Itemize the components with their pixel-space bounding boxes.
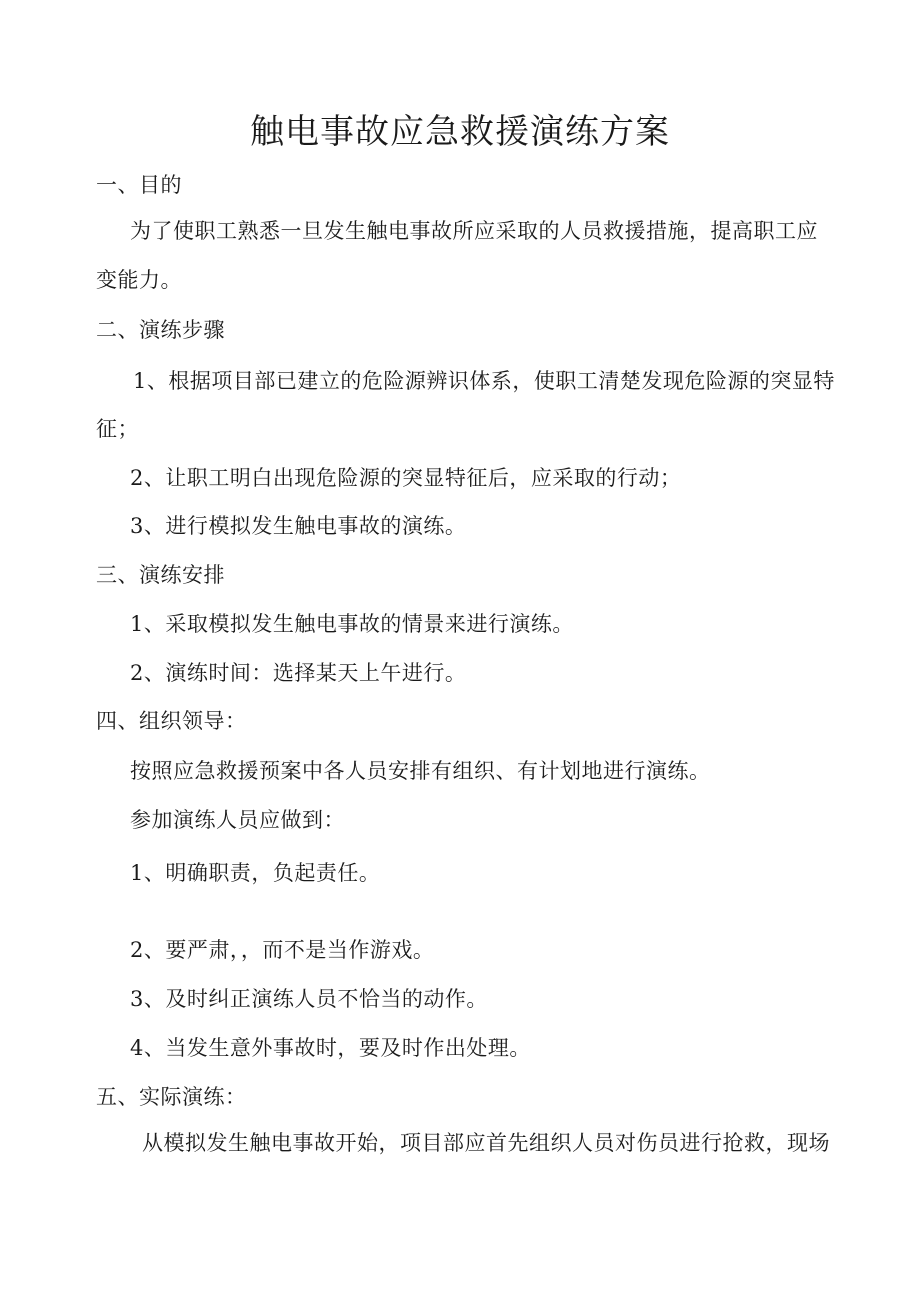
section-heading-drill-arrangement: 三、演练安排 xyxy=(96,563,225,587)
organization-item-4: 4、当发生意外事故时，要及时作出处理。 xyxy=(130,1036,531,1060)
drill-step-1-line-1: 1、根据项目部已建立的危险源辨识体系，使职工清楚发现危险源的突显特 xyxy=(133,369,835,393)
organization-paragraph-2: 参加演练人员应做到： xyxy=(130,808,345,832)
section-heading-purpose: 一、目的 xyxy=(96,173,182,197)
drill-step-1-line-2: 征； xyxy=(96,417,139,441)
document-title: 触电事故应急救援演练方案 xyxy=(250,112,670,152)
purpose-paragraph-line-1: 为了使职工熟悉一旦发生触电事故所应采取的人员救援措施，提高职工应 xyxy=(130,219,818,243)
section-heading-actual-drill: 五、实际演练： xyxy=(96,1085,247,1109)
section-heading-organization: 四、组织领导： xyxy=(96,709,247,733)
arrangement-item-1: 1、采取模拟发生触电事故的情景来进行演练。 xyxy=(130,612,574,636)
organization-item-2: 2、要严肃，，而不是当作游戏。 xyxy=(130,938,435,962)
drill-step-2: 2、让职工明白出现危险源的突显特征后，应采取的行动； xyxy=(130,466,682,490)
organization-item-3: 3、及时纠正演练人员不恰当的动作。 xyxy=(130,987,488,1011)
drill-step-3: 3、进行模拟发生触电事故的演练。 xyxy=(130,514,467,538)
purpose-paragraph-line-2: 变能力。 xyxy=(96,268,182,292)
organization-paragraph-1: 按照应急救援预案中各人员安排有组织、有计划地进行演练。 xyxy=(130,759,711,783)
actual-drill-paragraph-line-1: 从模拟发生触电事故开始，项目部应首先组织人员对伤员进行抢救，现场 xyxy=(142,1131,830,1155)
organization-item-1: 1、明确职责，负起责任。 xyxy=(130,861,381,885)
section-heading-drill-steps: 二、演练步骤 xyxy=(96,318,225,342)
arrangement-item-2: 2、演练时间：选择某天上午进行。 xyxy=(130,661,467,685)
